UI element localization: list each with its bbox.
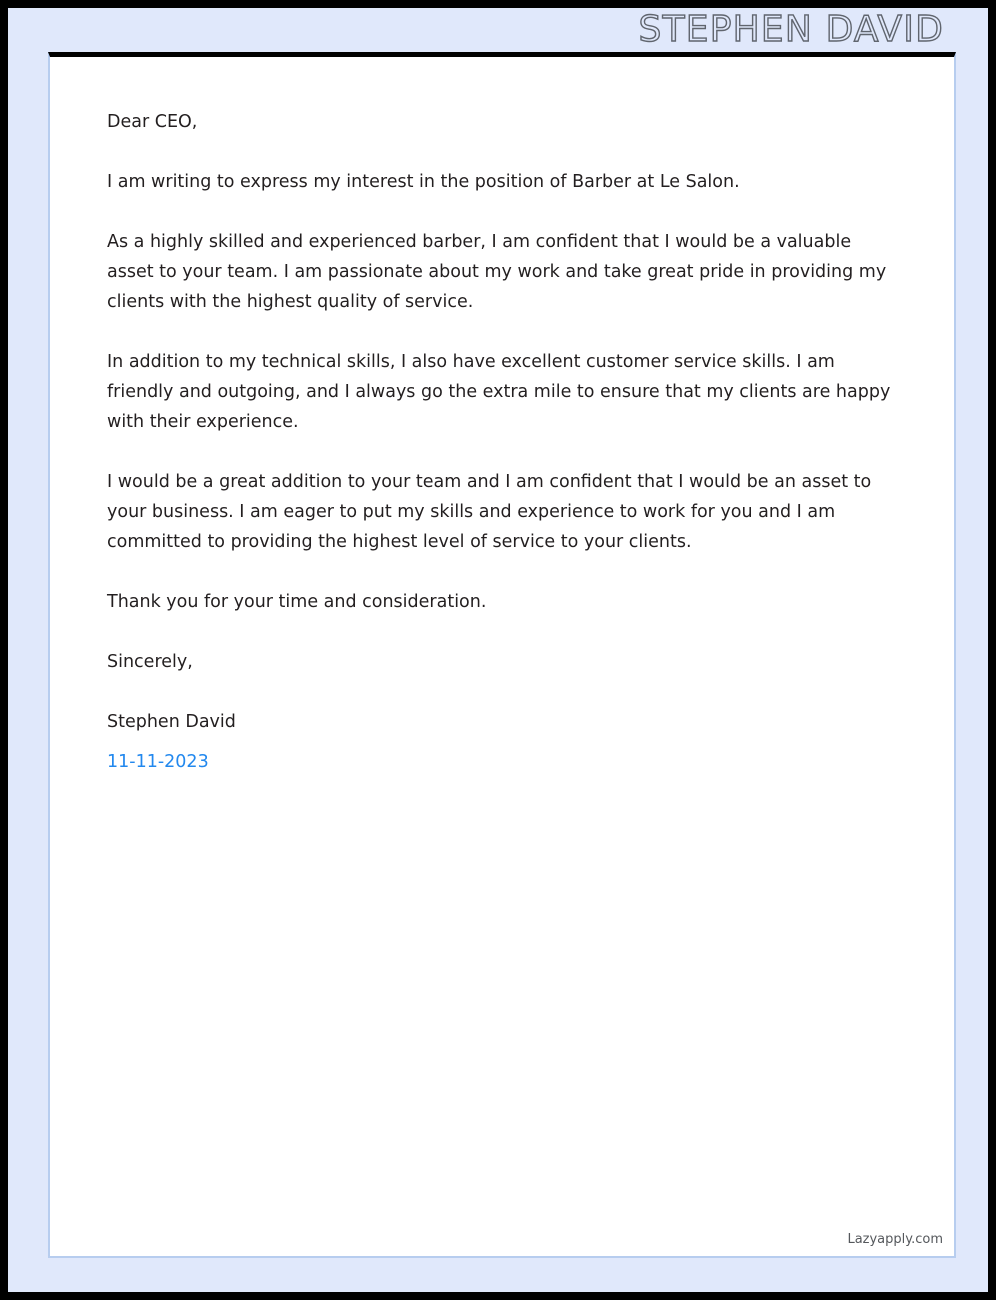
signature-name: Stephen David — [107, 712, 236, 732]
letter-page — [8, 8, 988, 1292]
letterhead — [8, 8, 988, 52]
letter-paragraph-5: Thank you for your time and consideration. — [107, 592, 487, 612]
signature-date: 11-11-2023 — [107, 752, 209, 772]
salutation: Dear CEO, — [107, 112, 198, 132]
letter-paragraph-2: As a highly skilled and experienced barber, I am confident that I would be a valuable asset to your team. I am passionate about my work and take great pride in providing my clients with the highest quality of service. — [107, 232, 887, 312]
footer-watermark: Lazyapply.com — [847, 1232, 943, 1247]
letter-paragraph-3: In addition to my technical skills, I also have excellent customer service skills. I am friendly and outgoing, and I always go the extra mile to ensure that my clients are happy with their experience. — [107, 352, 891, 432]
letter-body — [107, 107, 901, 777]
closing-salutation: Sincerely, — [107, 652, 193, 672]
letter-paragraph-4: I would be a great addition to your team and I am confident that I would be an asset to your business. I am eager to put my skills and experience to work for you and I am committed to providing the highest level of service to your clients. — [107, 472, 872, 552]
letter-paragraph-1: I am writing to express my interest in the position of Barber at Le Salon. — [107, 172, 740, 192]
letter-card — [48, 52, 956, 1258]
letterhead-name: STEPHEN DAVID — [638, 9, 944, 50]
